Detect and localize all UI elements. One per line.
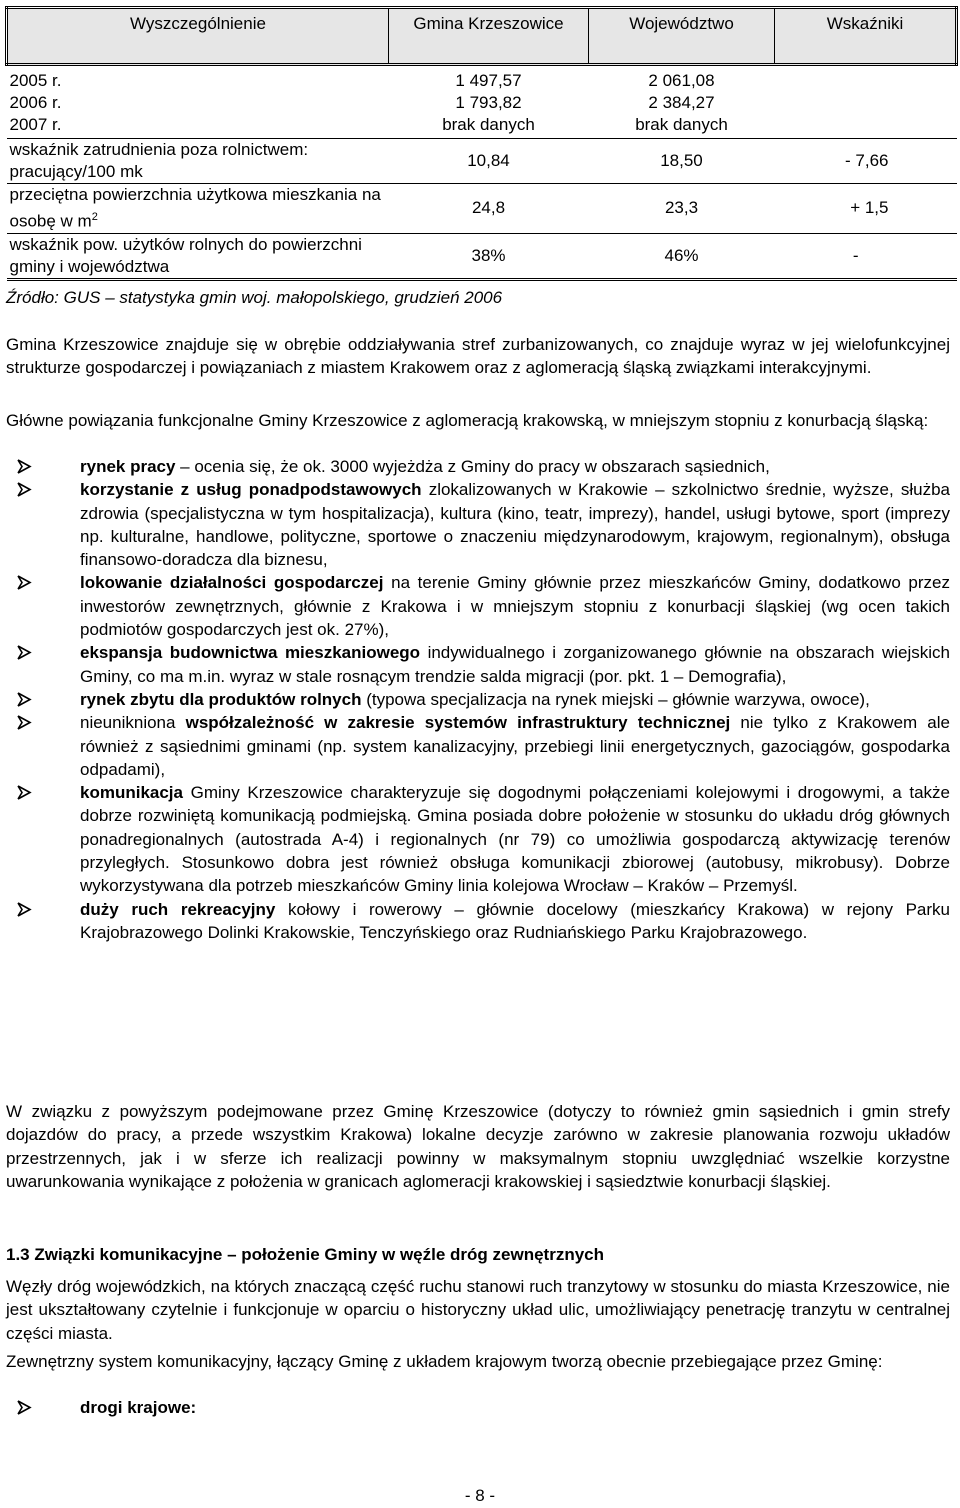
gmina-value: 24,8 — [389, 184, 589, 234]
table-source: Źródło: GUS – statystyka gmin woj. małopolskiego, grudzień 2006 — [6, 288, 503, 307]
paragraph: Główne powiązania funkcjonalne Gminy Krzeszowice z aglomeracją krakowską, w mniejszym stopniu z konurbacją śląską: — [6, 411, 929, 430]
header-cell: Wskaźniki — [775, 8, 957, 65]
table-row — [7, 65, 957, 139]
indicator-label: wskaźnik zatrudnienia poza rolnictwem: pracujący/100 mk — [7, 139, 389, 184]
arrow-bullet-icon — [15, 455, 35, 478]
table-header-row — [7, 8, 957, 65]
year-labels: 2005 r. 2006 r. 2007 r. — [9, 71, 62, 134]
paragraph: Gmina Krzeszowice znajduje się w obrębie oddziaływania stref zurbanizowanych, co znajduje wyraz w jej wielofunkcyjnej strukturze gospodarczej i powiązaniach z miastem Krakowem oraz z aglomeracją śląską związkami interakcyjnymi. — [6, 335, 950, 378]
list-item: ekspansja budownictwa mieszkaniowego indywidualnego i zorganizowanego głównie na obszarach wiejskich Gminy, co ma m.in. wyraz w stale rosnącym trendzie salda migracji (por. pkt. 1 – Demografia), — [6, 641, 950, 688]
arrow-bullet-icon — [15, 898, 35, 921]
gmina-value: 38% — [389, 233, 589, 279]
table-row — [7, 139, 957, 184]
gmina-year-values: 1 497,57 1 793,82 brak danych — [442, 71, 535, 134]
empty-cell — [775, 65, 957, 139]
arrow-bullet-icon — [15, 478, 35, 501]
woj-value: 46% — [589, 233, 775, 279]
list-item: rynek zbytu dla produktów rolnych (typowa specjalizacja na rynek miejski – głównie warzywa, owoce), — [6, 688, 950, 711]
list-item: rynek pracy – ocenia się, że ok. 3000 wyjeżdża z Gminy do pracy w obszarach sąsiednich, — [6, 455, 950, 478]
page-number: - 8 - — [464, 1486, 496, 1505]
list-item: komunikacja Gminy Krzeszowice charakteryzuje się dogodnymi połączeniami kolejowymi i drogowymi, a także dobrze rozwiniętą komunikacją podmiejską. Gmina posiada dobre położenie w stosunku do układu dróg głównych ponadregionalnych (autostrada A-4) i regionalnych (nr 79) co umożliwia gospodarczą aktywizację terenów przyległych. Stosunkowo dobra jest również obsługa komunikacji zbiorowej (autobusy, mikrobusy). Dobrze wykorzystywana dla potrzeb mieszkańców Gminy linia kolejowa Wrocław – Kraków – Przemyśl. — [6, 781, 950, 897]
wsk-value: - 7,66 — [775, 139, 957, 184]
header-cell: Województwo — [589, 8, 775, 65]
list-item: korzystanie z usług ponadpodstawowych zlokalizowanych w Krakowie – szkolnictwo średnie, wyższe, służba zdrowia (specjalistyczna w tym hospitalizacja), kultura (kino, teatr, imprezy), handel, usługi bytowe, sport (imprezy np. kulturalne, handlowe, polityczne, sportowe o znaczeniu międzynarodowym, krajowym, regionalnym), obsługa finansowo-doradcza dla biznesu, — [6, 478, 950, 571]
gmina-value: 10,84 — [389, 139, 589, 184]
list-item: duży ruch rekreacyjny kołowy i rowerowy – głównie docelowy (mieszkańcy Krakowa) w rejony Parku Krajobrazowego Dolinki Krakowskie, Tenczyńskiego oraz Rudniańskiego Parku Krajobrazowego. — [6, 898, 950, 945]
header-cell: Wyszczególnienie — [7, 8, 389, 65]
indicator-label: wskaźnik pow. użytków rolnych do powierzchni gminy i województwa — [7, 233, 389, 279]
woj-value: 23,3 — [589, 184, 775, 234]
arrow-bullet-icon — [15, 571, 35, 594]
paragraph: Zewnętrzny system komunikacyjny, łączący Gminę z układem krajowym tworzą obecnie przebiegające przez Gminę: — [6, 1352, 883, 1371]
woj-value: 18,50 — [589, 139, 775, 184]
paragraph: Węzły dróg wojewódzkich, na których znaczącą część ruchu stanowi ruch tranzytowy w stosunku do miasta Krzeszowice, nie jest ukształtowany czytelnie i funkcjonuje w oparciu o historyczny układ ulic, umożliwiający penetrację tranzytu w centralnej części miasta. — [6, 1277, 950, 1343]
header-cell: Gmina Krzeszowice — [389, 8, 589, 65]
arrow-bullet-icon — [15, 781, 35, 804]
arrow-bullet-icon — [15, 1396, 35, 1419]
arrow-bullet-icon — [15, 711, 35, 734]
list-item: lokowanie działalności gospodarczej na terenie Gminy głównie przez mieszkańców Gminy, dodatkowo przez inwestorów zewnętrznych, głównie z Krakowa i w mniejszym stopniu z konurbacji śląskiej (wg ocen takich podmiotów gospodarczych jest ok. 27%), — [6, 571, 950, 641]
statistics-table — [5, 6, 958, 281]
paragraph: W związku z powyższym podejmowane przez Gminę Krzeszowice (dotyczy to również gmin sąsiednich i gmin strefy dojazdów do pracy, a przede wszystkim Krakowa) lokalne decyzje zarówno w zakresie planowania rozwoju układów przestrzennych, jak i w sferze ich realizacji powinny w maksymalnym stopniu uwzględniać wszelkie korzystne uwarunkowania wynikające z położenia w granicach aglomeracji krakowskiej i sąsiedztwie konurbacji śląskiej. — [6, 1102, 950, 1191]
table-row — [7, 184, 957, 234]
table-row — [7, 233, 957, 279]
indicator-label: przeciętna powierzchnia użytkowa mieszkania na osobę w $m^2$ — [7, 184, 389, 234]
wsk-value: - — [775, 233, 957, 279]
wsk-value: + 1,5 — [775, 184, 957, 234]
list-item: nieunikniona współzależność w zakresie systemów infrastruktury technicznej nie tylko z Krakowem ale również z sąsiednimi gminami (np. system kanalizacyjny, przebiegi linii energetycznych, gazociągów, gospodarka odpadami), — [6, 711, 950, 781]
arrow-bullet-icon — [15, 641, 35, 664]
list-item-label: drogi krajowe: — [80, 1398, 197, 1417]
arrow-bullet-icon — [15, 688, 35, 711]
list-item — [6, 1396, 196, 1419]
bullet-list — [6, 455, 950, 944]
woj-year-values: 2 061,08 2 384,27 brak danych — [635, 71, 728, 134]
section-heading: 1.3 Związki komunikacyjne – położenie Gminy w węźle dróg zewnętrznych — [6, 1245, 604, 1264]
